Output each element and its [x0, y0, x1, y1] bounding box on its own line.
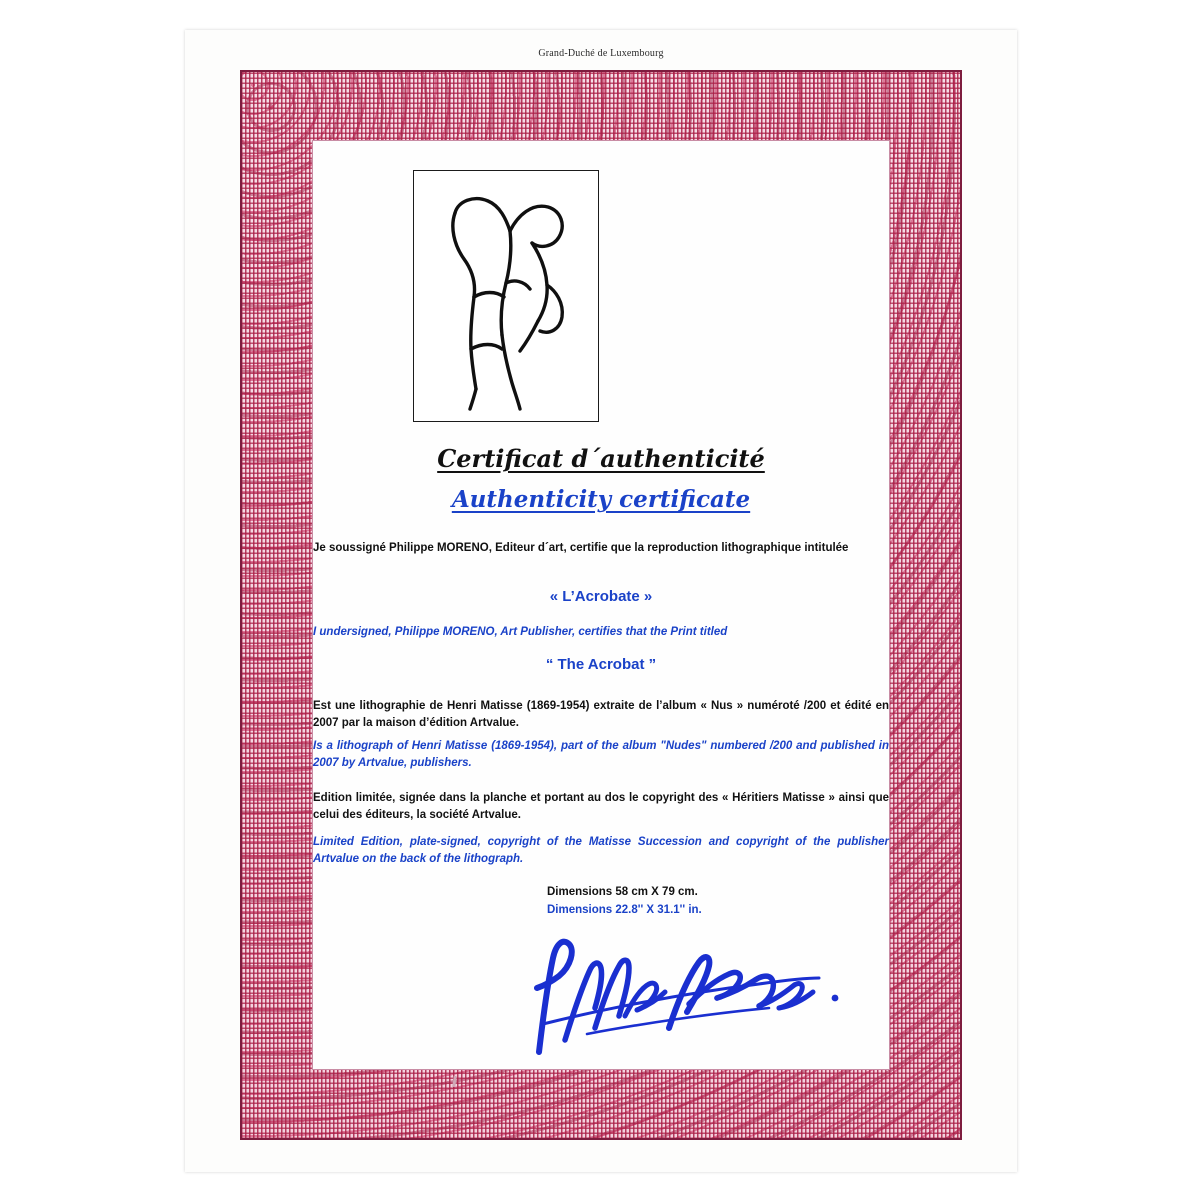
certificate-title-en: Authenticity certificate	[451, 486, 751, 513]
paragraph-fr-3: Edition limitée, signée dans la planche et portant au dos le copyright des « Héritiers Matisse » ainsi que celui des éditeurs, la société Artvalue.	[313, 792, 889, 821]
certificate-title-fr: Certificat d´authenticité	[437, 444, 765, 473]
publisher-signature	[529, 932, 859, 1062]
paragraph-fr-2: Est une lithographie de Henri Matisse (1869-1954) extraite de l’album « Nus » numéroté /200 et édité en 2007 par la maison d’édition Artvalue.	[313, 700, 889, 729]
paragraph-fr-1: Je soussigné Philippe MORENO, Editeur d´art, certifie que la reproduction lithographique intitulée	[313, 542, 849, 554]
certificate-sheet	[185, 30, 1017, 1172]
paragraph-en-3: Limited Edition, plate-signed, copyright of the Matisse Succession and copyright of the publisher Artvalue on the back of the lithograph.	[313, 836, 889, 865]
certificate-content	[313, 142, 889, 1072]
paragraph-en-1: I undersigned, Philippe MORENO, Art Publisher, certifies that the Print titled	[313, 626, 728, 638]
artwork-thumbnail	[413, 170, 599, 422]
work-title-en: “ The Acrobat ”	[545, 656, 657, 673]
dimensions-en: Dimensions 22.8'' X 31.1'' in.	[547, 904, 702, 916]
paragraph-en-2: Is a lithograph of Henri Matisse (1869-1954), part of the album "Nudes" numbered /200 and published in 2007 by Artvalue, publishers.	[313, 740, 889, 769]
document-header-text: Grand-Duché de Luxembourg	[538, 48, 664, 59]
work-title-fr: « L’Acrobate »	[549, 588, 653, 605]
dimensions-fr: Dimensions 58 cm X 79 cm.	[547, 886, 698, 898]
